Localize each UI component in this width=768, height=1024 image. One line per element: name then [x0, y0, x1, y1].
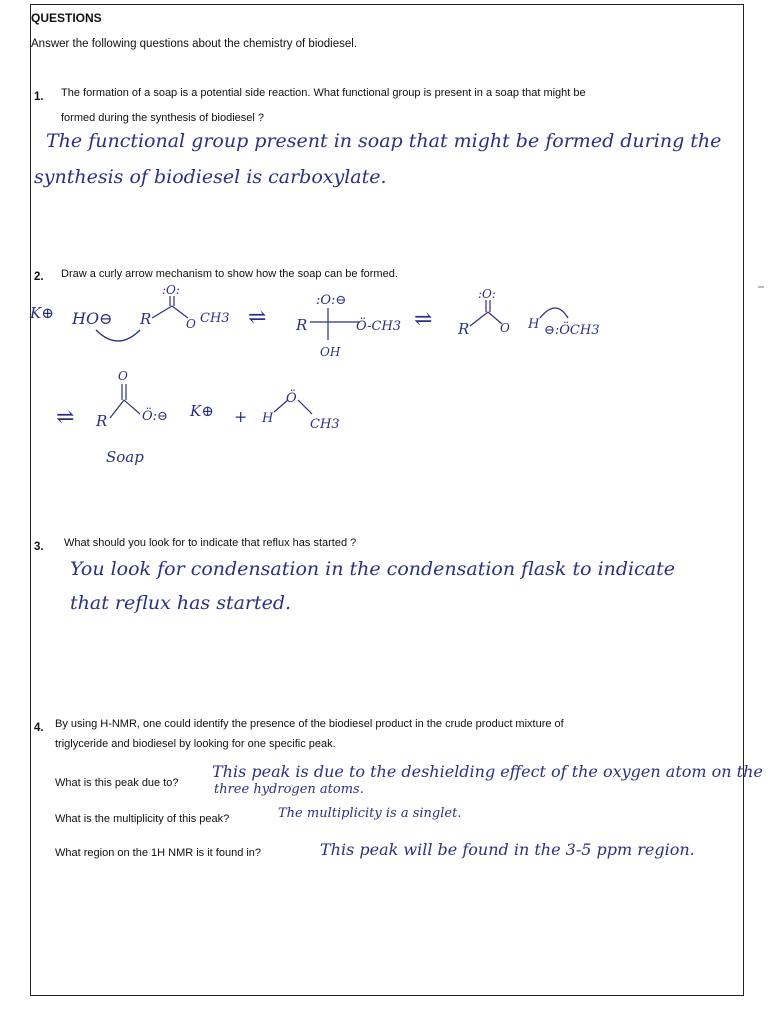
- methanol-oxygen: Ö: [286, 391, 297, 406]
- potassium-ion-2: K⊕: [190, 402, 214, 420]
- bond-1: [152, 306, 172, 318]
- instructions: Answer the following questions about the chemistry of biodiesel.: [31, 38, 358, 50]
- curly-arrow-1: [96, 330, 140, 341]
- q4-text-line1: By using H-NMR, one could identify the presence of the biodiesel product in the crude product mixture of: [55, 718, 564, 730]
- bond-7: [110, 400, 124, 418]
- equilibrium-3: ⇌: [56, 405, 75, 430]
- carbonyl-oxygen-3: :O:: [478, 287, 496, 301]
- q4-text-line2: triglyceride and biodiesel by looking for one specific peak.: [55, 738, 336, 750]
- hydroxide-ion: HO⊖: [72, 309, 113, 328]
- q4-number: 4.: [34, 722, 44, 734]
- q4-answer-b: The multiplicity is a singlet.: [278, 806, 462, 821]
- methoxide-ion: ⊖:ÖCH3: [544, 323, 600, 338]
- r-group-2: R: [296, 316, 308, 334]
- q3-answer-line1: You look for condensation in the condensation flask to indicate: [70, 558, 675, 580]
- r-group-3: R: [458, 320, 470, 338]
- q1-text-line2: formed during the synthesis of biodiesel ?: [61, 112, 265, 124]
- q1-answer-line2: synthesis of biodiesel is carboxylate.: [34, 166, 387, 188]
- ester-oxygen-1: O: [186, 317, 196, 331]
- plus-sign: +: [234, 407, 248, 426]
- q3-number: 3.: [34, 541, 44, 553]
- equilibrium-1: ⇌: [248, 305, 267, 330]
- methanol-methyl: CH3: [310, 417, 340, 432]
- potassium-ion: K⊕: [30, 304, 54, 322]
- acid-hydrogen: H: [528, 317, 540, 332]
- bond-10: [298, 400, 312, 414]
- q1-number: 1.: [34, 91, 44, 103]
- q4-answer-a-line1: This peak is due to the deshielding effect of the oxygen atom on the: [212, 762, 763, 781]
- q4-sub-a: What is this peak due to?: [55, 777, 179, 789]
- alkoxide-oxygen: :O:⊖: [316, 293, 347, 308]
- q4-answer-a-line2: three hydrogen atoms.: [214, 782, 364, 797]
- methanol-hydrogen: H: [262, 411, 274, 426]
- q3-text: What should you look for to indicate that reflux has started ?: [64, 537, 357, 549]
- bond-5: [470, 312, 488, 326]
- hydroxyl: OH: [320, 345, 341, 359]
- curly-arrow-2: [540, 308, 568, 318]
- q2-number: 2.: [34, 271, 44, 283]
- bond-8: [124, 400, 140, 414]
- carbonyl-oxygen-4: O: [118, 369, 128, 383]
- section-title: QUESTIONS: [31, 11, 102, 25]
- q4-sub-c: What region on the 1H NMR is it found in?: [55, 847, 262, 859]
- r-group-1: R: [140, 310, 152, 328]
- equilibrium-2: ⇌: [414, 307, 433, 332]
- carboxylate-oxygen: Ö:⊖: [142, 409, 168, 424]
- q3-answer-line2: that reflux has started.: [70, 592, 292, 614]
- q1-text-line1: The formation of a soap is a potential side reaction. What functional group is present in a soap that might be: [61, 87, 586, 99]
- carbonyl-oxygen-1: :O:: [162, 283, 180, 297]
- acid-oxygen: O: [500, 321, 510, 335]
- soap-label: Soap: [106, 448, 144, 466]
- q4-sub-b: What is the multiplicity of this peak?: [55, 813, 230, 825]
- q4-answer-c: This peak will be found in the 3-5 ppm region.: [320, 840, 695, 859]
- r-group-4: R: [96, 412, 108, 430]
- methyl-1: CH3: [200, 311, 230, 326]
- q1-answer-line1: The functional group present in soap that might be formed during the: [46, 130, 722, 152]
- methoxy-group: Ö-CH3: [356, 319, 402, 334]
- q2-text: Draw a curly arrow mechanism to show how the soap can be formed.: [61, 268, 398, 280]
